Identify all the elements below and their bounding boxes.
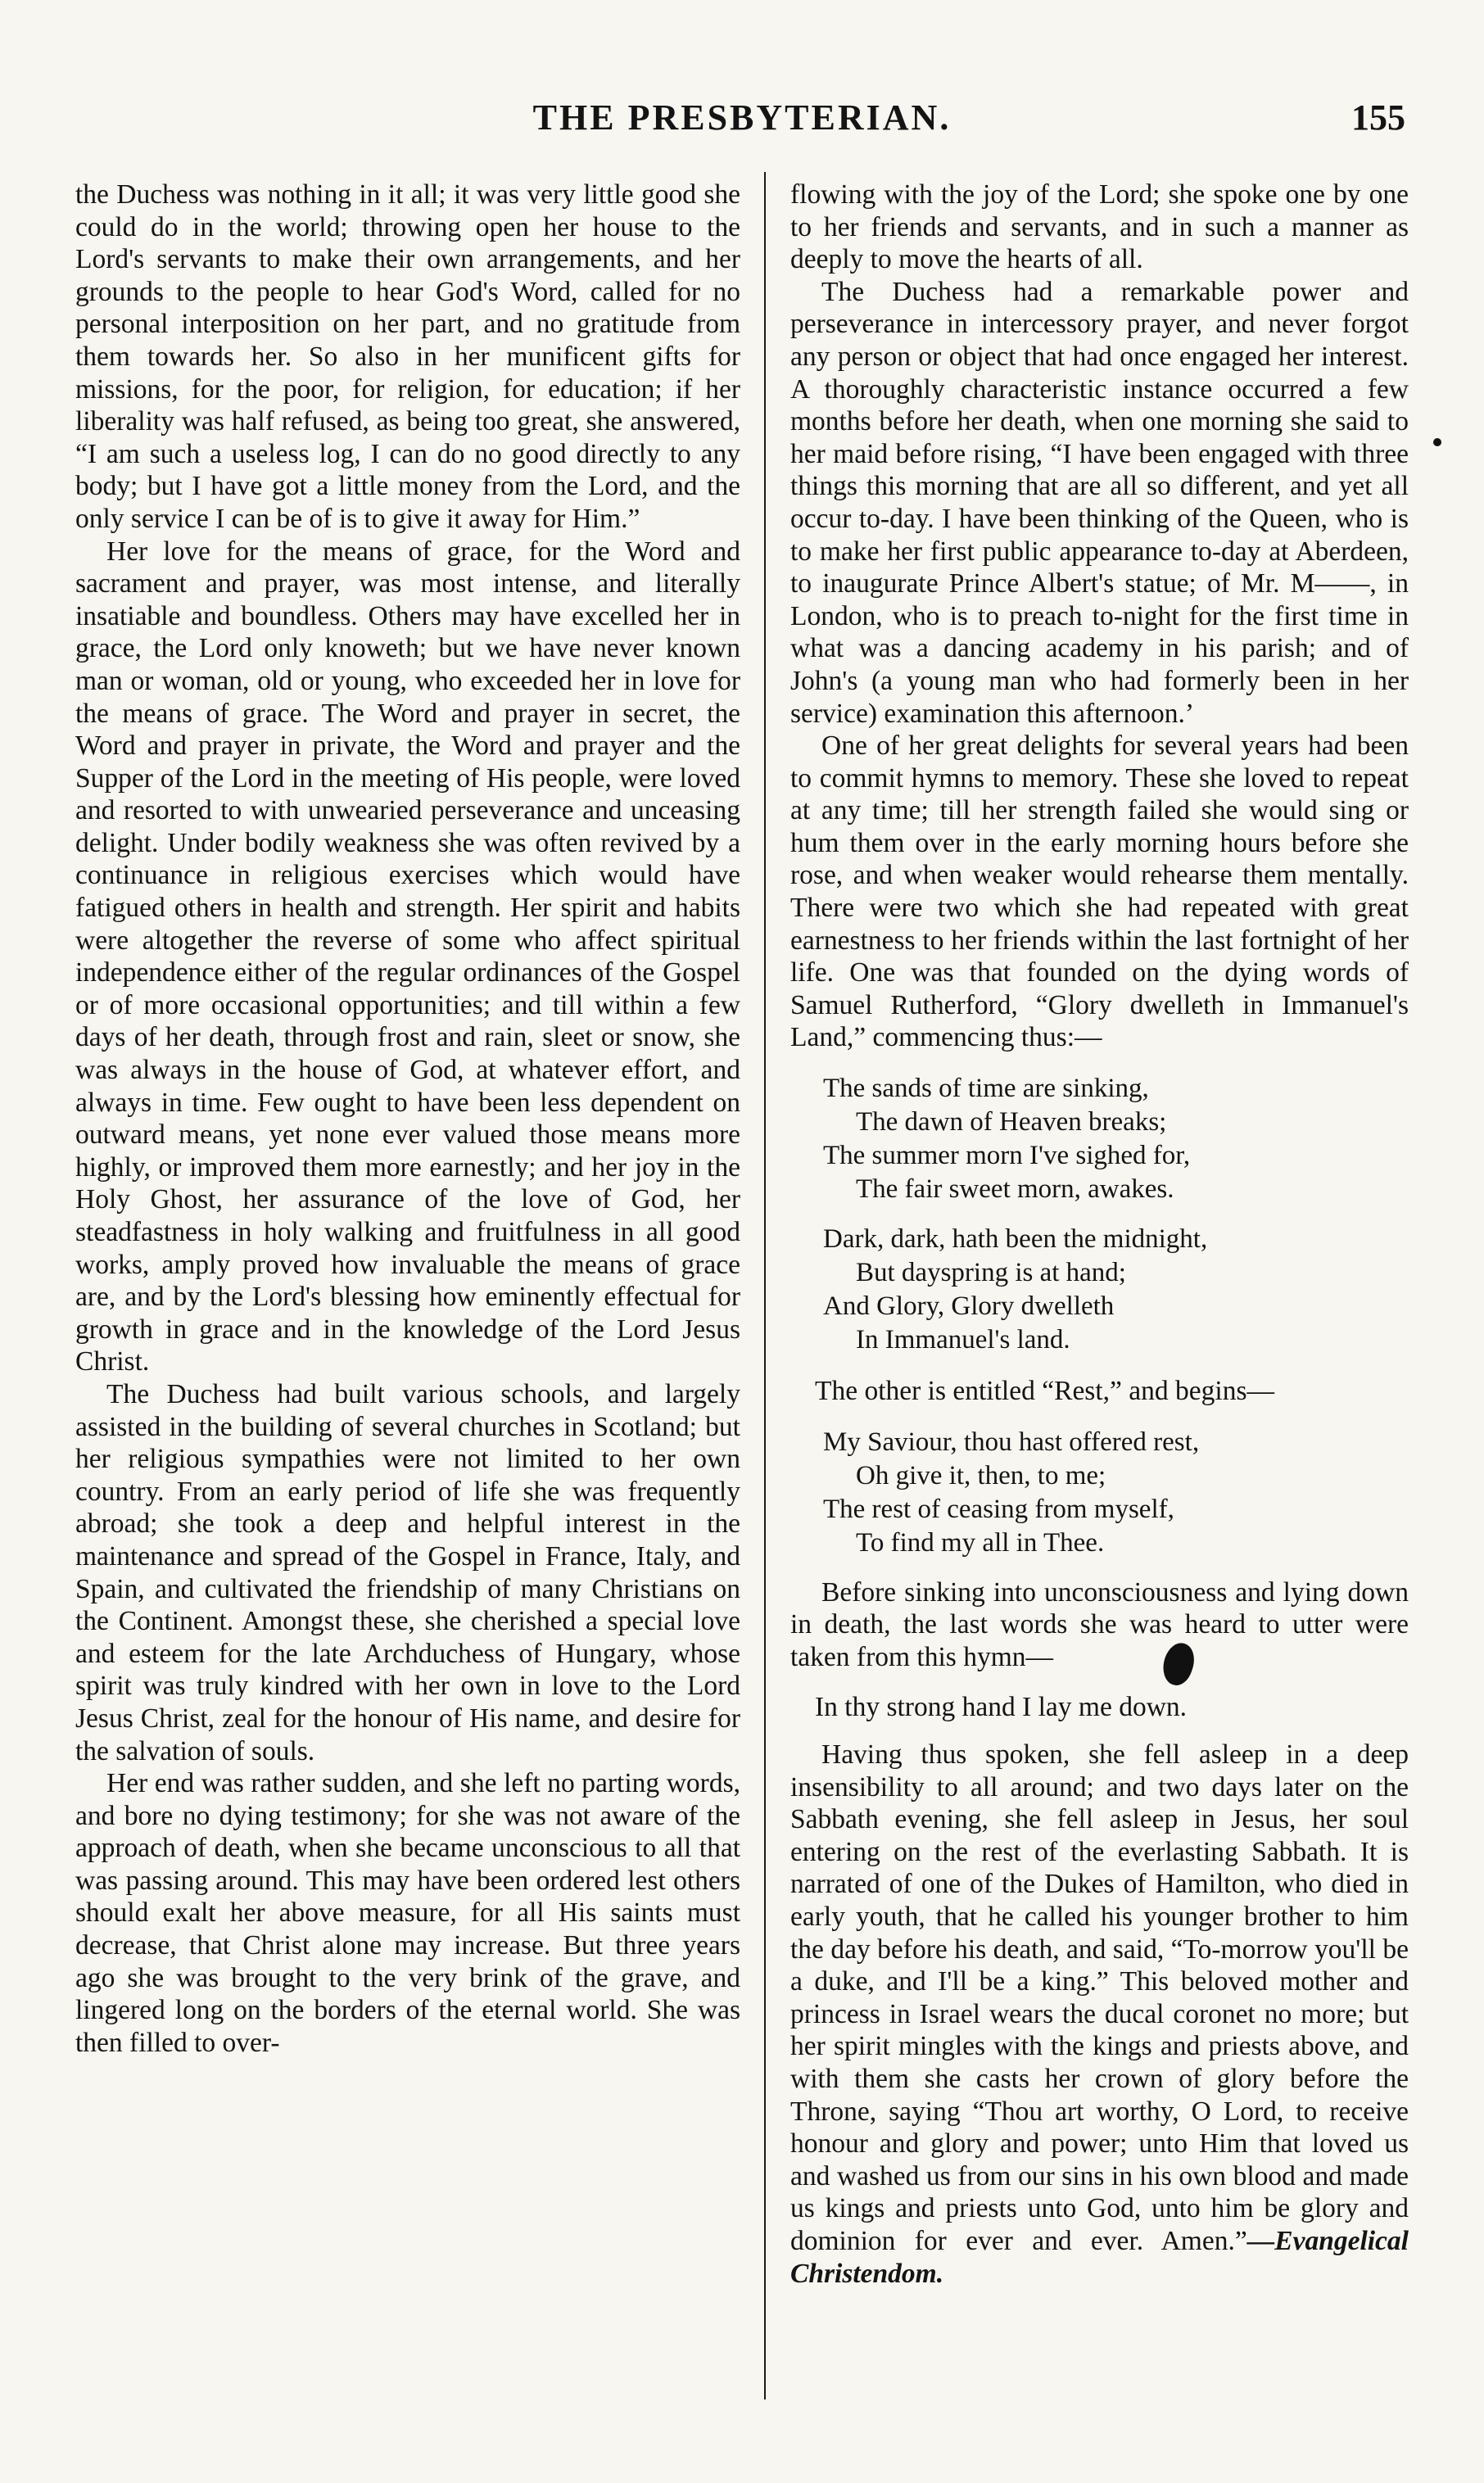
verse-line: To find my all in Thee. — [856, 1527, 1105, 1558]
verse-line: The rest of ceasing from myself, — [823, 1494, 1174, 1524]
paragraph: The Duchess had built various schools, and largely assisted in the building of several churches in Scotland; but her religious sympathies were not limited to her own country. From an early period of life she was frequently abroad; she took a deep and helpful interest in the maintenance and spread of the Gospel in France, Italy, and Spain, and cultivated the friendship of many Christians on the Continent. Amongst these, she cherished a special love and esteem for the late Archduchess of Hungary, whose spirit was truly kindred with her own in love to the Lord Jesus Christ, zeal for the honour of His name, and desire for the salvation of souls. — [75, 1378, 740, 1766]
hymn-verse — [790, 1426, 1409, 1560]
paragraph: One of her great delights for several years had been to commit hymns to memory. These she loved to repeat at any time; till her strength failed she would sing or hum them over in the early morning hours before she rose, and when weaker would rehearse them mentally. There were two which she had repeated with great earnestness to her friends within the last fortnight of her life. One was that founded on the dying words of Samuel Rutherford, “Glory dwelleth in Immanuel's Land,” commencing thus:— — [790, 730, 1409, 1053]
stanza — [790, 1072, 1409, 1206]
verse-line: But dayspring is at hand; — [856, 1258, 1126, 1288]
transition-line: The other is entitled “Rest,” and begins— — [815, 1376, 1274, 1407]
hymn-verse — [790, 1072, 1409, 1357]
verse-line: Dark, dark, hath been the midnight, — [823, 1224, 1208, 1255]
left-column — [75, 179, 740, 2059]
verse-line: The sands of time are sinking, — [823, 1074, 1149, 1104]
paragraph: the Duchess was nothing in it all; it was very little good she could do in the world; throwing open her house to the Lord's servants to make their own arrangements, and her grounds to the people to hear God's Word, called for no personal interposition on her part, and no gratitude from them towards her. So also in her munificent gifts for missions, for the poor, for religion, for education; if her liberality was half refused, as being too great, she answered, “I am such a useless log, I can do no good directly to any body; but I have got a little money from the Lord, and the only service I can be of is to give it away for Him.” — [75, 179, 740, 534]
paragraph: The Duchess had a remarkable power and perseverance in intercessory prayer, and never forgot any person or object that had once engaged her interest. A thoroughly characteristic instance occurred a few months before her death, when one morning she said to her maid before rising, “I have been engaged with three things this morning that are all so different, and yet all occur to-day. I have been thinking of the Queen, who is to make her first public appearance to-day at Aberdeen, to inaugurate Prince Albert's statue; of Mr. M——, in London, who is to preach to-night for the first time in what was a dancing academy in his parish; and of John's (a young man who had formerly been in her service) examination this afternoon.’ — [790, 276, 1409, 729]
source-attribution: —Evangelical Christendom. — [790, 2225, 1409, 2289]
stanza — [790, 1223, 1409, 1357]
paragraph: flowing with the joy of the Lord; she spoke one by one to her friends and servants, and in such a manner as deeply to move the hearts of all. — [790, 179, 1409, 275]
verse-line: The dawn of Heaven breaks; — [856, 1107, 1167, 1137]
paragraph-text: Having thus spoken, she fell asleep in a deep insensibility to all around; and two days later on the Sabbath evening, she fell asleep in Jesus, her soul entering on the rest of the everlasting Sabbath. It is narrated of one of the Dukes of Hamilton, who died in early youth, that he called his younger brother to him the day before his death, and said, “To-morrow you'll be a duke, and I'll be a king.” This beloved mother and princess in Israel wears the ducal coronet no more; but her spirit mingles with the kings and priests above, and with them she casts her crown of glory before the Throne, saying “Thou art worthy, O Lord, to receive honour and glory and power; unto Him that loved us and washed us from our sins in his own blood and made us kings and priests unto God, unto him be glory and dominion for ever and ever. Amen.” — [790, 1739, 1409, 2256]
paragraph — [790, 1739, 1409, 2290]
page-number: 155 — [1351, 97, 1405, 138]
right-column — [790, 179, 1409, 2290]
paragraph: Her love for the means of grace, for the Word and sacrament and prayer, was most intense, and literally insatiable and boundless. Others may have excelled her in grace, the Lord only knoweth; but we have never known man or woman, old or young, who exceeded her in love for the means of grace. The Word and prayer in secret, the Word and prayer in private, the Word and prayer and the Supper of the Lord in the meeting of His people, were loved and resorted to with unwearied perseverance and unceasing delight. Under bodily weakness she was often revived by a continuance in religious exercises which would have fatigued others in health and strength. Her spirit and habits were altogether the reverse of some who affect spiritual independence either of the regular ordinances of the Gospel or of more occasional opportunities; and till within a few days of her death, through frost and rain, sleet or snow, she was always in the house of God, at whatever effort, and always in time. Few ought to have been less dependent on outward means, yet none ever valued those means more highly, or improved them more earnestly; and her joy in the Holy Ghost, her assurance of the love of God, her steadfastness in holy walking and fruitfulness in all good works, amply proved how invaluable the means of grace are, and by the Lord's blessing how eminently effectual for growth in grace and in the knowledge of the Lord Jesus Christ. — [75, 536, 740, 1377]
verse-line: My Saviour, thou hast offered rest, — [823, 1427, 1200, 1457]
stanza — [790, 1426, 1409, 1560]
hymn-line: In thy strong hand I lay me down. — [815, 1692, 1188, 1723]
verse-line: The summer morn I've sighed for, — [823, 1141, 1191, 1171]
verse-line: In Immanuel's land. — [856, 1325, 1070, 1355]
paragraph: Before sinking into unconsciousness and lying down in death, the last words she was heard to utter were taken from this hymn— — [790, 1576, 1409, 1672]
verse-line: Oh give it, then, to me; — [856, 1460, 1106, 1490]
verse-line: The fair sweet morn, awakes. — [856, 1174, 1174, 1205]
page-header — [79, 97, 1405, 146]
ink-speck — [1433, 438, 1441, 446]
paragraph: Her end was rather sudden, and she left no parting words, and bore no dying testimony; for she was not aware of the approach of death, when she became unconscious to all that was passing around. This may have been ordered lest others should exalt her above measure, for all His saints must decrease, that Christ alone may increase. But three years ago she was brought to the very brink of the grave, and lingered long on the borders of the eternal world. She was then filled to over- — [75, 1768, 740, 2058]
column-divider — [764, 172, 766, 2399]
publication-title: THE PRESBYTERIAN. — [532, 97, 952, 138]
verse-line: And Glory, Glory dwelleth — [823, 1291, 1115, 1322]
